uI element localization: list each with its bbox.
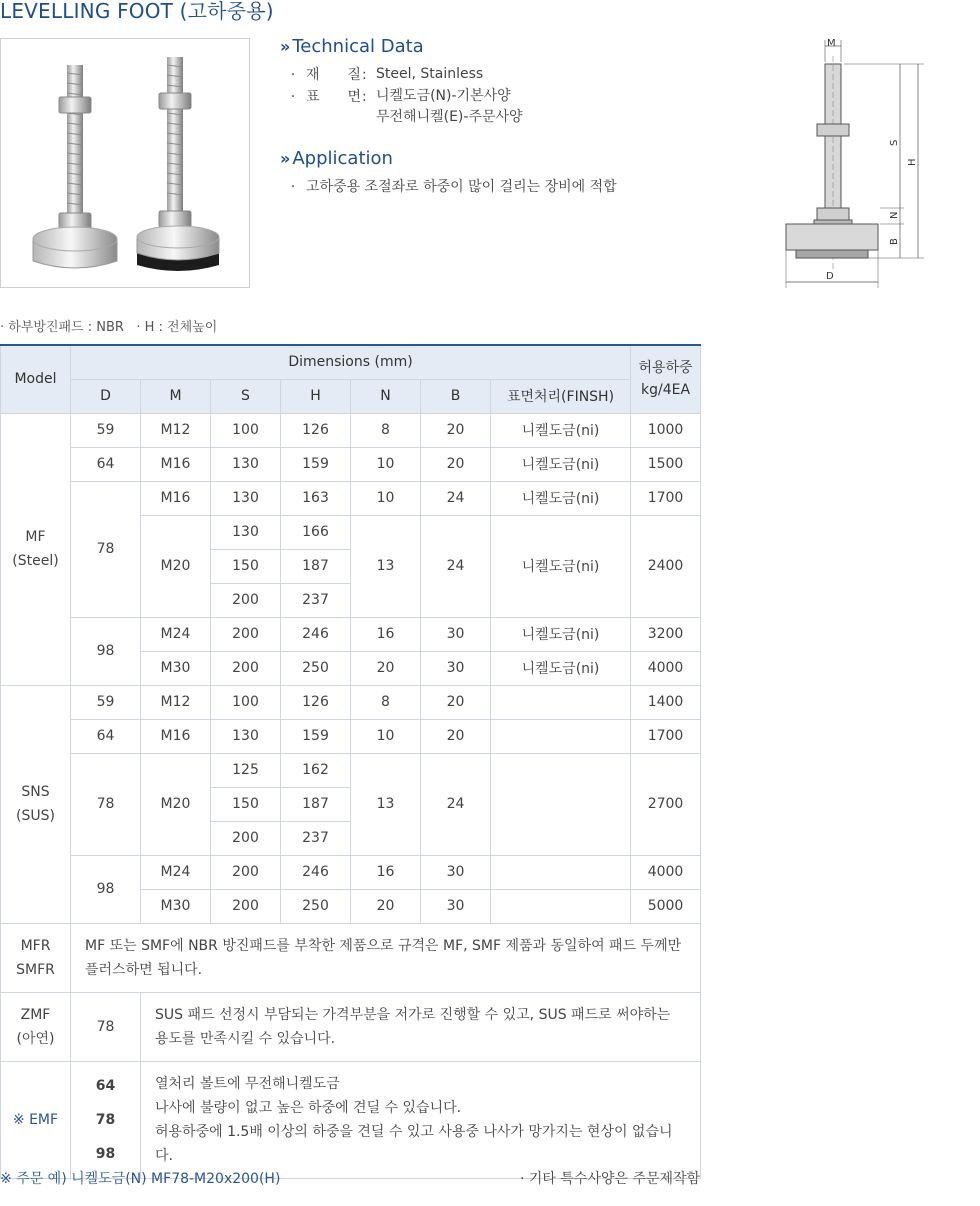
application-item xyxy=(280,176,700,198)
table-cell xyxy=(491,889,631,923)
table-cell: 24 xyxy=(421,515,491,617)
application-title: Application xyxy=(292,148,393,169)
table-cell: 130 xyxy=(211,515,281,549)
table-cell: 187 xyxy=(281,787,351,821)
model-emf: ※ EMF xyxy=(1,1061,71,1178)
spec-key: 재 질 xyxy=(306,67,362,83)
table-cell: 200 xyxy=(211,583,281,617)
table-cell: 니켈도금(ni) xyxy=(491,651,631,685)
table-row-mfr xyxy=(1,923,701,992)
table-cell: 200 xyxy=(211,821,281,855)
dim-label-b: B xyxy=(889,238,900,245)
table-cell: 200 xyxy=(211,617,281,651)
model-mf: MF (Steel) xyxy=(1,413,71,685)
table-cell: 16 xyxy=(351,855,421,889)
table-cell: M12 xyxy=(141,413,211,447)
table-cell: 니켈도금(ni) xyxy=(491,447,631,481)
header-m: M xyxy=(141,379,211,413)
zmf-description: SUS 패드 선정시 부담되는 가격부분을 저가로 진행할 수 있고, SUS 패드로 써야하는 용도를 만족시킬 수 있습니다. xyxy=(141,992,701,1061)
table-cell: 4000 xyxy=(631,855,701,889)
table-cell: M30 xyxy=(141,889,211,923)
table-cell: 246 xyxy=(281,617,351,651)
dim-label-n: N xyxy=(889,211,900,219)
spec-value: Steel, Stainless xyxy=(376,66,484,82)
spec-key: 표 면 xyxy=(306,89,362,105)
table-row xyxy=(1,481,701,515)
table-cell: 30 xyxy=(421,889,491,923)
table-cell: 100 xyxy=(211,685,281,719)
header-b: B xyxy=(421,379,491,413)
mfr-description: MF 또는 SMF에 NBR 방진패드를 부착한 제품으로 규격은 MF, SMF 제품과 동일하여 패드 두께만 플러스하면 됩니다. xyxy=(71,923,701,992)
table-cell: 30 xyxy=(421,651,491,685)
table-cell: 246 xyxy=(281,855,351,889)
table-cell: 150 xyxy=(211,787,281,821)
table-cell: 10 xyxy=(351,481,421,515)
dim-label-d: D xyxy=(826,271,834,282)
table-cell: 13 xyxy=(351,515,421,617)
header-load: 허용하중 kg/4EA xyxy=(631,345,701,413)
table-cell: 24 xyxy=(421,481,491,515)
header-dimensions: Dimensions (mm) xyxy=(71,345,631,379)
table-cell: 59 xyxy=(71,685,141,719)
table-cell: 1500 xyxy=(631,447,701,481)
table-row xyxy=(1,617,701,651)
table-cell: M16 xyxy=(141,719,211,753)
header-d: D xyxy=(71,379,141,413)
technical-data-title: Technical Data xyxy=(292,36,424,57)
table-cell: 200 xyxy=(211,651,281,685)
zmf-d: 78 xyxy=(71,992,141,1061)
table-row xyxy=(1,753,701,787)
table-row-zmf xyxy=(1,992,701,1061)
header-n: N xyxy=(351,379,421,413)
dimension-drawing xyxy=(784,36,934,292)
table-cell: 78 xyxy=(71,753,141,855)
table-cell: 24 xyxy=(421,753,491,855)
table-cell: 64 xyxy=(71,719,141,753)
table-cell: 237 xyxy=(281,821,351,855)
table-cell: 98 xyxy=(71,855,141,923)
table-cell: 200 xyxy=(211,855,281,889)
table-cell: 187 xyxy=(281,549,351,583)
header-s: S xyxy=(211,379,281,413)
dim-label-s: S xyxy=(889,139,900,146)
technical-data-list xyxy=(280,64,700,128)
table-cell: 150 xyxy=(211,549,281,583)
table-cell: 10 xyxy=(351,719,421,753)
table-cell xyxy=(491,753,631,855)
table-cell: 1400 xyxy=(631,685,701,719)
table-cell: 130 xyxy=(211,447,281,481)
spec-item-surface xyxy=(280,86,700,128)
table-cell: 20 xyxy=(351,651,421,685)
bullet-icon: · xyxy=(290,179,296,195)
table-cell: 20 xyxy=(421,719,491,753)
double-chevron-icon: » xyxy=(280,37,289,56)
table-row xyxy=(1,719,701,753)
table-cell: 8 xyxy=(351,413,421,447)
table-cell: 10 xyxy=(351,447,421,481)
table-cell: M20 xyxy=(141,515,211,617)
table-cell: 1700 xyxy=(631,719,701,753)
table-cell: 니켈도금(ni) xyxy=(491,617,631,651)
table-cell: M16 xyxy=(141,447,211,481)
table-cell: 2700 xyxy=(631,753,701,855)
table-row xyxy=(1,413,701,447)
table-cell: M12 xyxy=(141,685,211,719)
table-cell: 3200 xyxy=(631,617,701,651)
application-text: 고하중용 조절좌로 하중이 많이 걸리는 장비에 적합 xyxy=(306,179,617,195)
model-mfr: MFR SMFR xyxy=(1,923,71,992)
table-cell: 니켈도금(ni) xyxy=(491,413,631,447)
table-cell: M30 xyxy=(141,651,211,685)
spec-value: 니켈도금(N)-기본사양 무전해니켈(E)-주문사양 xyxy=(376,88,523,125)
dim-label-h: H xyxy=(907,158,918,166)
table-cell: 니켈도금(ni) xyxy=(491,515,631,617)
table-cell: M16 xyxy=(141,481,211,515)
table-cell xyxy=(491,855,631,889)
double-chevron-icon: » xyxy=(280,149,289,168)
header-h: H xyxy=(281,379,351,413)
table-cell: 20 xyxy=(421,413,491,447)
model-zmf: ZMF (아연) xyxy=(1,992,71,1061)
table-row xyxy=(1,855,701,889)
table-row xyxy=(1,447,701,481)
order-example: ※ 주문 예) 니켈도금(N) MF78-M20x200(H) xyxy=(0,1171,281,1187)
table-cell: 59 xyxy=(71,413,141,447)
emf-description: 열처리 볼트에 무전해니켈도금 나사에 불량이 없고 높은 하중에 견딜 수 있습니다. 허용하중에 1.5배 이상의 하중을 견딜 수 있고 사용중 나사가 망가지는 현상이 없습니다. xyxy=(141,1061,701,1178)
table-cell: 8 xyxy=(351,685,421,719)
bullet-icon: · xyxy=(290,67,296,83)
bullet-icon: · xyxy=(290,89,296,105)
table-cell: 30 xyxy=(421,617,491,651)
table-cell: 125 xyxy=(211,753,281,787)
table-cell: 98 xyxy=(71,617,141,685)
table-cell: 250 xyxy=(281,889,351,923)
table-cell: 4000 xyxy=(631,651,701,685)
technical-data-heading xyxy=(280,36,700,58)
table-cell: 20 xyxy=(351,889,421,923)
table-cell: 64 xyxy=(71,447,141,481)
model-sns: SNS (SUS) xyxy=(1,685,71,923)
table-cell: 162 xyxy=(281,753,351,787)
table-cell: 237 xyxy=(281,583,351,617)
emf-d-values: 64 78 98 xyxy=(71,1061,141,1178)
table-cell: 1700 xyxy=(631,481,701,515)
table-cell: 130 xyxy=(211,481,281,515)
technical-data-section xyxy=(280,36,700,198)
header-model: Model xyxy=(1,345,71,413)
table-cell: 163 xyxy=(281,481,351,515)
table-cell: 20 xyxy=(421,447,491,481)
application-heading xyxy=(280,148,700,170)
custom-order-note: · 기타 특수사양은 주문제작함 xyxy=(520,1171,701,1187)
table-cell: 13 xyxy=(351,753,421,855)
table-cell: 100 xyxy=(211,413,281,447)
table-cell: 30 xyxy=(421,855,491,889)
dim-label-m: M xyxy=(827,38,836,49)
table-cell: M24 xyxy=(141,855,211,889)
table-cell xyxy=(491,685,631,719)
page-title: LEVELLING FOOT (고하중용) xyxy=(0,0,274,23)
table-cell: 2400 xyxy=(631,515,701,617)
table-cell: 1000 xyxy=(631,413,701,447)
pad-height-note: · 하부방진패드 : NBR · H : 전체높이 xyxy=(0,320,218,335)
table-cell: 126 xyxy=(281,413,351,447)
table-cell: 니켈도금(ni) xyxy=(491,481,631,515)
table-cell: 78 xyxy=(71,481,141,617)
table-cell: M24 xyxy=(141,617,211,651)
table-cell: M20 xyxy=(141,753,211,855)
table-cell: 200 xyxy=(211,889,281,923)
table-cell: 130 xyxy=(211,719,281,753)
product-photo xyxy=(0,38,250,288)
spec-separator: : xyxy=(362,89,367,105)
leveling-foot-photo xyxy=(1,39,249,287)
table-cell: 20 xyxy=(421,685,491,719)
spec-separator: : xyxy=(362,67,367,83)
table-cell: 16 xyxy=(351,617,421,651)
table-cell: 166 xyxy=(281,515,351,549)
table-row-emf xyxy=(1,1061,701,1178)
table-cell: 159 xyxy=(281,719,351,753)
spec-item-material xyxy=(280,64,700,86)
table-cell: 250 xyxy=(281,651,351,685)
application-list xyxy=(280,176,700,198)
table-row xyxy=(1,685,701,719)
dimension-table xyxy=(0,344,701,1179)
table-cell xyxy=(491,719,631,753)
table-cell: 159 xyxy=(281,447,351,481)
table-cell: 5000 xyxy=(631,889,701,923)
header-finish: 표면처리(FINSH) xyxy=(491,379,631,413)
table-cell: 126 xyxy=(281,685,351,719)
